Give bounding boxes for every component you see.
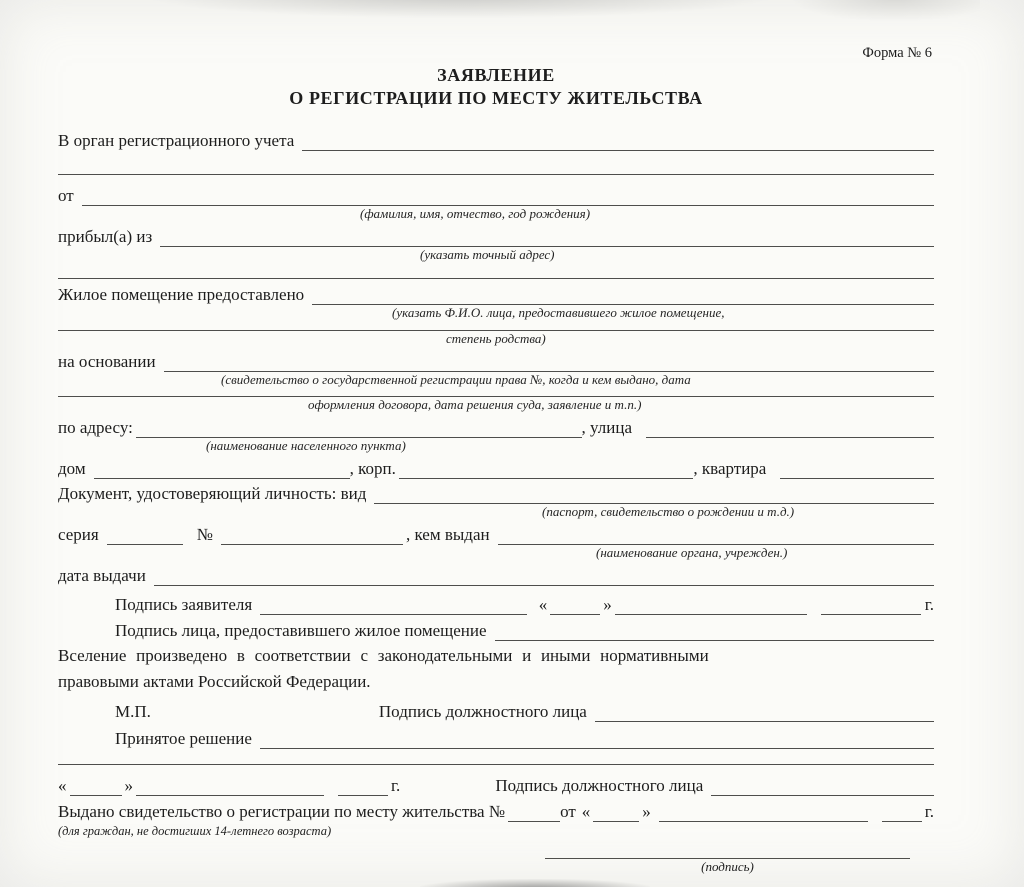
basis-label: на основании (58, 351, 156, 371)
row-certificate-issued (58, 796, 934, 822)
document-hint: (паспорт, свидетельство о рождении и т.д.) (542, 504, 795, 519)
row-registration-organ (58, 124, 934, 151)
row-provider-signature (58, 615, 934, 641)
locality-blank-line (136, 418, 582, 438)
row-organ-continuation (58, 161, 934, 175)
from-hint: (фамилия, имя, отчество, год рождения) (360, 206, 591, 221)
premises-label: Жилое помещение предоставлено (58, 284, 305, 304)
year-suffix: г. (924, 594, 934, 614)
certificate-label: Выдано свидетельство о регистрации по месту жительства № (58, 801, 506, 821)
address-label: по адресу: (58, 417, 133, 437)
address-hint: (наименование населенного пункта) (206, 438, 406, 453)
row-arrived-from (58, 222, 934, 247)
scan-artifact-top (150, 0, 770, 18)
building-label: , корп. (349, 458, 396, 478)
decision-date-quote-close: » (124, 775, 133, 795)
row-date-official-signature (58, 769, 934, 796)
form-title-line1: ЗАЯВЛЕНИЕ (437, 65, 555, 85)
official-signature-label-2: Подпись должностного лица (495, 775, 704, 795)
basis-blank-line-2 (58, 377, 934, 397)
provider-signature-blank-line (495, 621, 935, 641)
stamp-label: М.П. (115, 701, 151, 721)
row-premises-continuation (58, 321, 934, 331)
series-blank-line (107, 525, 183, 545)
certificate-from-label: от (560, 801, 576, 821)
decision-blank-line-2 (58, 745, 934, 765)
official-signature-label: Подпись должностного лица (378, 701, 587, 721)
street-label: , улица (581, 417, 632, 437)
issue-date-blank-line (154, 566, 934, 586)
month-blank-line (615, 595, 807, 615)
form-number: Форма № 6 (862, 45, 932, 61)
row-applicant-signature (58, 588, 934, 615)
applicant-signature-label: Подпись заявителя (115, 594, 253, 614)
premises-blank-line-2 (58, 311, 934, 331)
apartment-label: , квартира (693, 458, 767, 478)
statement-line-1: Вселение произведено в соответствии с законодательными и иными нормативными (58, 646, 709, 665)
document-type-blank-line (374, 484, 934, 504)
premises-blank-line (312, 285, 934, 305)
issued-by-label: , кем выдан (405, 524, 490, 544)
bottom-signature-blank-line (545, 846, 910, 859)
official-signature-blank-line (595, 702, 934, 722)
statement-line-2: правовыми актами Российской Федерации. (58, 672, 371, 691)
row-basis (58, 347, 934, 372)
decision-date-quote-open: « (58, 775, 67, 795)
decision-year-blank-line (338, 776, 388, 796)
certificate-number-blank-line (508, 802, 560, 822)
row-basis-continuation (58, 388, 934, 397)
bottom-signature-block (545, 846, 910, 875)
certificate-quote-close: » (642, 801, 651, 821)
day-blank-line (550, 595, 600, 615)
document-label: Документ, удостоверяющий личность: вид (58, 483, 367, 503)
official-signature-blank-line-2 (711, 776, 934, 796)
row-series-number (58, 520, 934, 545)
decision-year-suffix: г. (391, 775, 401, 795)
organ-blank-line-2 (58, 155, 934, 175)
certificate-note: (для граждан, не достигших 14-летнего возраста) (58, 824, 332, 838)
row-house (58, 454, 934, 479)
certificate-month-blank-line (659, 802, 868, 822)
arrived-blank-line (160, 227, 934, 247)
scan-artifact-top-right (790, 0, 980, 22)
certificate-day-blank-line (593, 802, 639, 822)
decision-label: Принятое решение (115, 728, 252, 748)
house-label: дом (58, 458, 86, 478)
scan-artifact-bottom (420, 879, 650, 887)
arrived-hint: (указать точный адрес) (420, 247, 555, 262)
row-stamp-official-signature (58, 695, 934, 722)
house-blank-line (94, 459, 350, 479)
row-identity-document (58, 479, 934, 504)
decision-month-blank-line (136, 776, 324, 796)
provider-signature-label: Подпись лица, предоставившего жилое помещение (115, 620, 487, 640)
decision-day-blank-line (70, 776, 122, 796)
date-quote-close: » (603, 594, 612, 614)
bottom-signature-hint: (подпись) (701, 859, 754, 874)
certificate-quote-open: « (581, 801, 591, 821)
organ-blank-line (302, 131, 934, 151)
form-title-line2: О РЕГИСТРАЦИИ ПО МЕСТУ ЖИТЕЛЬСТВА (289, 88, 703, 108)
issued-by-hint: (наименование органа, учрежден.) (596, 545, 788, 560)
row-arrived-continuation (58, 267, 934, 279)
from-blank-line (82, 186, 934, 206)
certificate-year-blank-line (882, 802, 922, 822)
row-address (58, 413, 934, 438)
row-issue-date (58, 561, 934, 586)
basis-blank-line (164, 352, 934, 372)
organ-label: В орган регистрационного учета (58, 130, 295, 150)
basis-hint-2: оформления договора, дата решения суда, заявление и т.п.) (308, 397, 642, 412)
building-blank-line (399, 459, 693, 479)
row-decision-continuation (58, 757, 934, 765)
issued-by-blank-line (498, 525, 934, 545)
premises-hint-1: (указать Ф.И.О. лица, предоставившего жилое помещение, (392, 305, 725, 320)
arrived-blank-line-2 (58, 259, 934, 279)
issue-date-label: дата выдачи (58, 565, 146, 585)
number-sign: № (196, 524, 213, 544)
number-blank-line (221, 525, 403, 545)
year-blank-line (821, 595, 921, 615)
premises-hint-2: степень родства) (446, 331, 546, 346)
arrived-label: прибыл(а) из (58, 226, 153, 246)
row-from (58, 181, 934, 206)
apartment-blank-line (780, 459, 934, 479)
row-premises-provided (58, 279, 934, 305)
form-title (58, 64, 934, 110)
street-blank-line (646, 418, 934, 438)
date-quote-open: « (538, 594, 548, 614)
series-label: серия (58, 524, 99, 544)
from-label: от (58, 185, 74, 205)
basis-hint-1: (свидетельство о государственной регистрации права №, когда и кем выдано, дата (221, 372, 691, 387)
certificate-year-suffix: г. (924, 801, 934, 821)
applicant-signature-blank-line (260, 595, 527, 615)
